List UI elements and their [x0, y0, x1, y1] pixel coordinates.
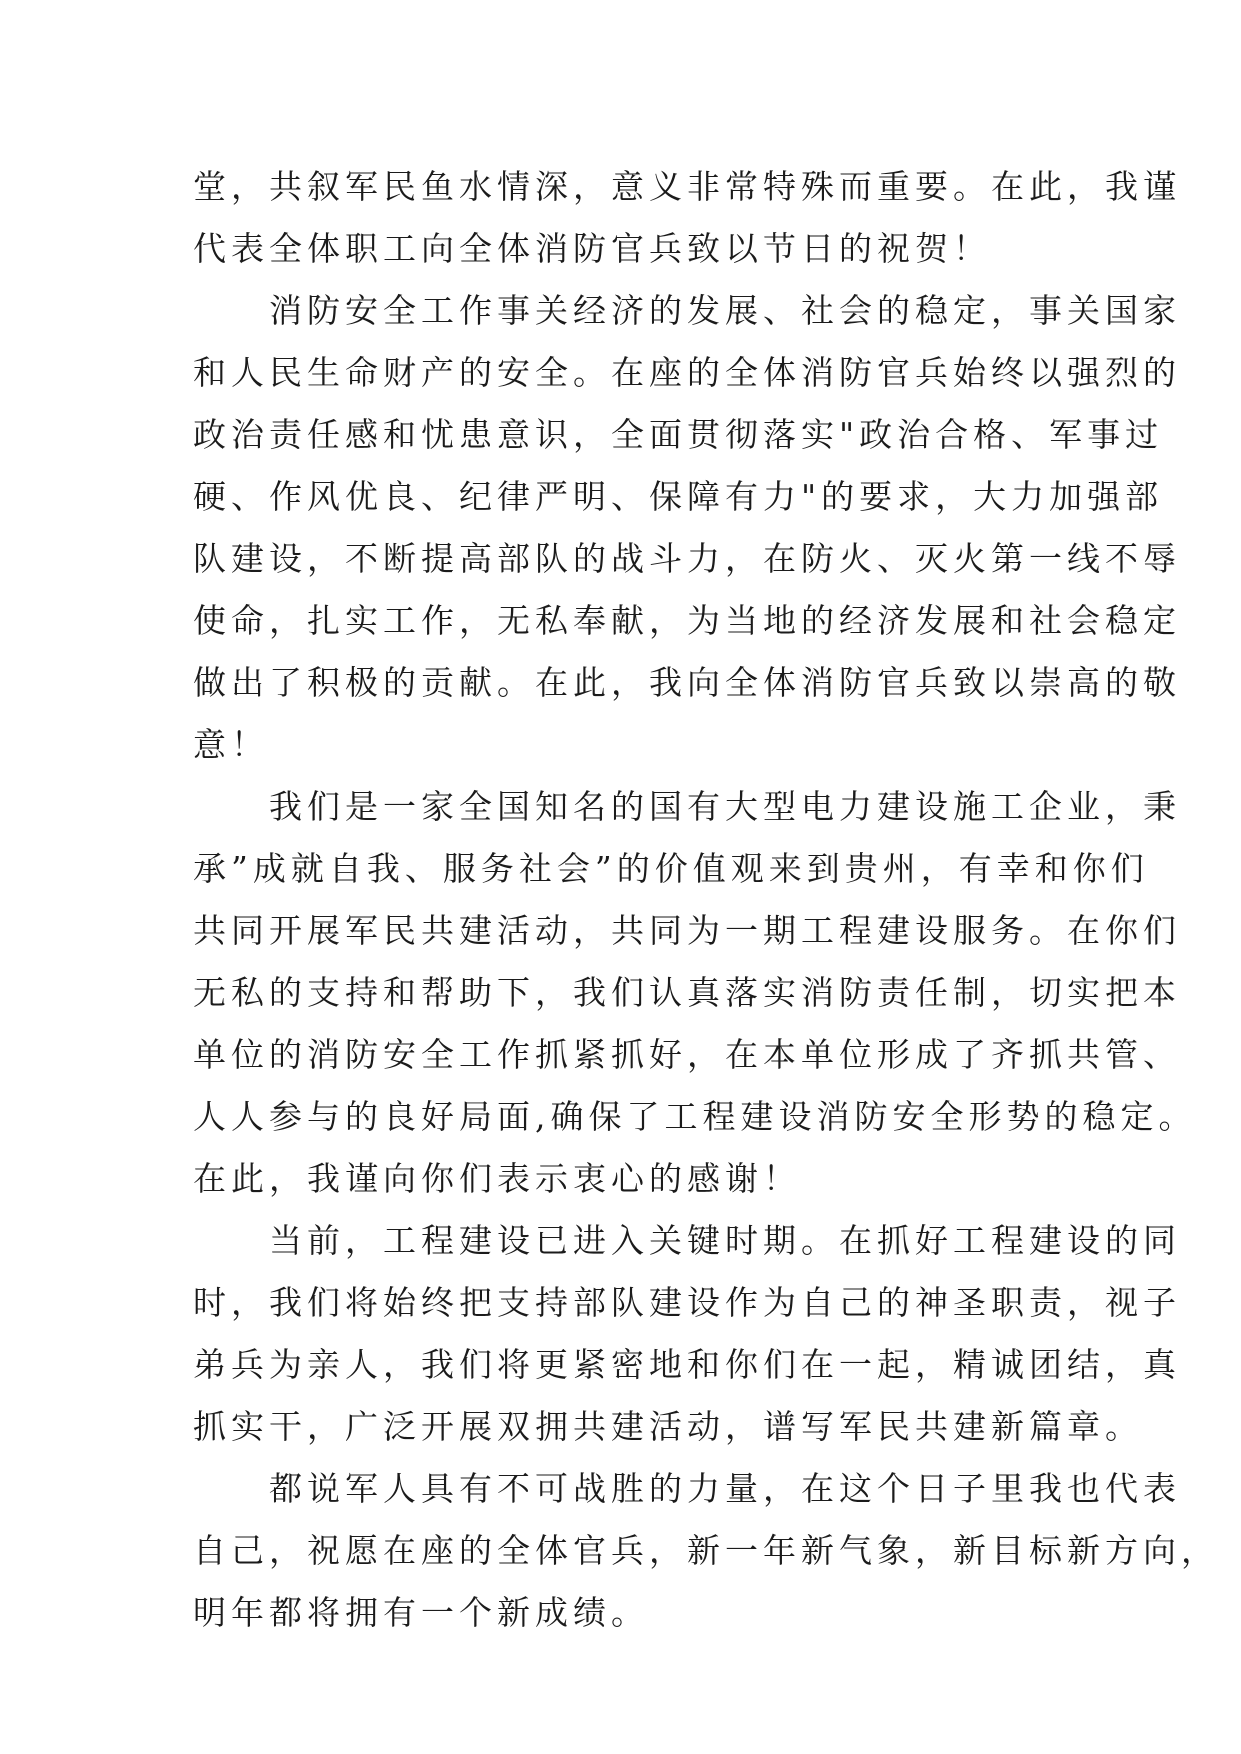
text-line: 自己，祝愿在座的全体官兵，新一年新气象，新目标新方向，	[193, 1531, 1219, 1570]
text-line: 在此，我谨向你们表示衷心的感谢！	[193, 1159, 801, 1198]
text-line: 堂，共叙军民鱼水情深，意义非常特殊而重要。在此，我谨	[193, 167, 1181, 206]
text-line: 政治责任感和忧患意识，全面贯彻落实"政治合格、军事过	[193, 415, 1164, 454]
text-line: 人人参与的良好局面,确保了工程建设消防安全形势的稳定。	[193, 1097, 1197, 1136]
text-line: 硬、作风优良、纪律严明、保障有力"的要求，大力加强部	[193, 477, 1164, 516]
text-line: 明年都将拥有一个新成绩。	[193, 1593, 649, 1632]
text-line: 我们是一家全国知名的国有大型电力建设施工企业，秉	[269, 787, 1181, 826]
text-line: 都说军人具有不可战胜的力量，在这个日子里我也代表	[269, 1469, 1181, 1508]
text-line: 时，我们将始终把支持部队建设作为自己的神圣职责，视子	[193, 1283, 1181, 1322]
text-line: 消防安全工作事关经济的发展、社会的稳定，事关国家	[269, 291, 1181, 330]
text-line: 弟兵为亲人，我们将更紧密地和你们在一起，精诚团结，真	[193, 1345, 1181, 1384]
text-line: 无私的支持和帮助下，我们认真落实消防责任制，切实把本	[193, 973, 1181, 1012]
text-line: 意！	[193, 725, 269, 764]
text-line: 做出了积极的贡献。在此，我向全体消防官兵致以崇高的敬	[193, 663, 1181, 702]
text-line: 代表全体职工向全体消防官兵致以节日的祝贺！	[193, 229, 991, 268]
text-line: 当前，工程建设已进入关键时期。在抓好工程建设的同	[269, 1221, 1181, 1260]
text-line: 抓实干，广泛开展双拥共建活动，谱写军民共建新篇章。	[193, 1407, 1143, 1446]
text-line: 承”成就自我、服务社会”的价值观来到贵州，有幸和你们	[193, 849, 1149, 888]
text-line: 单位的消防安全工作抓紧抓好，在本单位形成了齐抓共管、	[193, 1035, 1181, 1074]
text-line: 共同开展军民共建活动，共同为一期工程建设服务。在你们	[193, 911, 1181, 950]
document-body	[193, 156, 1219, 1644]
text-line: 和人民生命财产的安全。在座的全体消防官兵始终以强烈的	[193, 353, 1181, 392]
text-line: 队建设，不断提高部队的战斗力，在防火、灭火第一线不辱	[193, 539, 1181, 578]
text-line: 使命，扎实工作，无私奉献，为当地的经济发展和社会稳定	[193, 601, 1181, 640]
